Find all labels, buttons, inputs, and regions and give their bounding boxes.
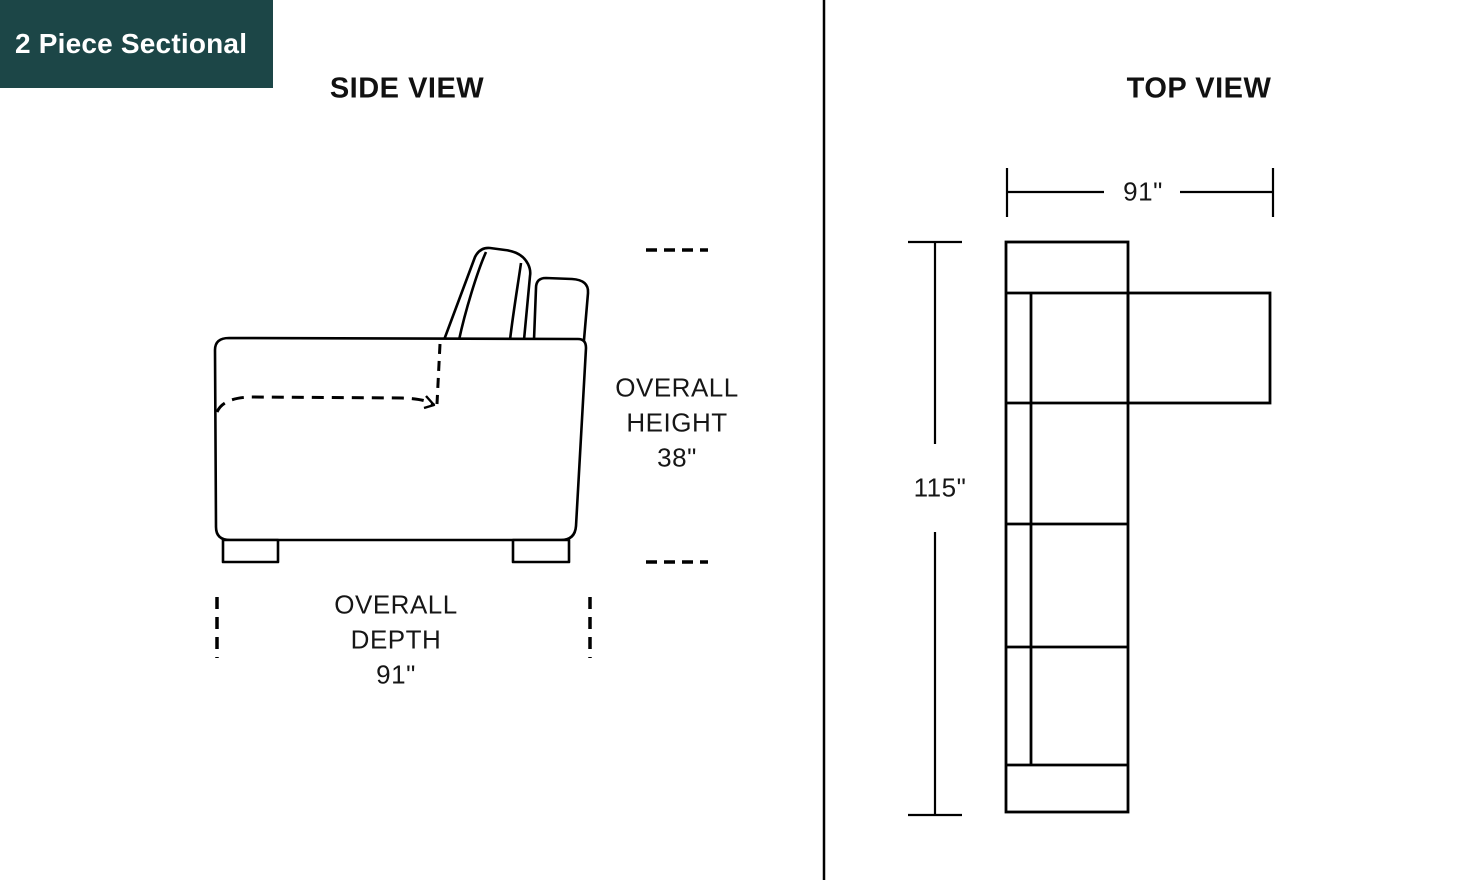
overall-depth-label-line2: DEPTH <box>350 624 442 655</box>
top-view-chaise-piece <box>1128 293 1270 403</box>
foot-left <box>223 540 278 562</box>
overall-height-value: 38" <box>657 442 697 473</box>
side-view-title: SIDE VIEW <box>329 72 485 105</box>
overall-depth-label-line1: OVERALL <box>334 589 458 620</box>
backrest-slab <box>534 278 588 340</box>
top-view-sofa-piece <box>1006 242 1128 812</box>
top-view-length-value: 115" <box>908 473 973 504</box>
product-badge-label: 2 Piece Sectional <box>15 28 248 59</box>
foot-right <box>513 540 569 562</box>
top-view-width-value: 91" <box>1117 177 1169 208</box>
product-badge <box>0 0 273 88</box>
overall-height-label <box>615 371 738 476</box>
overall-depth-label <box>334 588 457 693</box>
overall-height-label-line2: HEIGHT <box>626 407 728 438</box>
sofa-body-outline <box>215 338 586 540</box>
overall-depth-value: 91" <box>376 659 416 690</box>
overall-height-label-line1: OVERALL <box>615 372 739 403</box>
top-view-title: TOP VIEW <box>1126 72 1272 105</box>
top-view-drawing <box>1006 242 1270 812</box>
